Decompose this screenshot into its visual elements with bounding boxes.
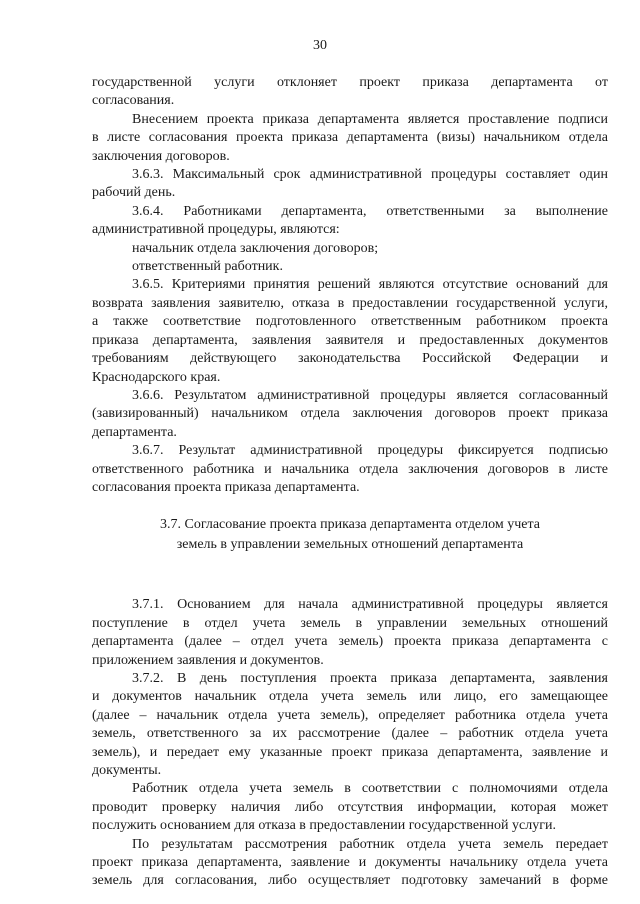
paragraph bbox=[92, 111, 608, 166]
text-line: проводит проверку наличия либо отсутствия информации, которая может bbox=[92, 799, 608, 815]
paragraph bbox=[92, 442, 608, 497]
text-line: Работник отдела учета земель в соответствии с полномочиями отдела bbox=[132, 781, 608, 797]
text-line: Краснодарского края. bbox=[92, 369, 221, 385]
text-line: приложением заявления и документов. bbox=[92, 652, 324, 668]
text-line: 3.6.7. Результат административной процедуры фиксируется подписью bbox=[132, 443, 608, 459]
text-line: 3.7.1. Основанием для начала административной процедуры является bbox=[132, 597, 608, 613]
paragraph bbox=[92, 240, 608, 258]
text-line: 3.7.2. В день поступления проекта приказа департамента, заявления bbox=[132, 670, 608, 686]
text-line: послужить основанием для отказа в предоставлении государственной услуги. bbox=[92, 818, 556, 834]
text-line: требованиям действующего законодательства Российской Федерации и bbox=[92, 351, 608, 367]
text-line: проект приказа департамента, заявление и документы начальнику отдела учета bbox=[92, 855, 608, 871]
text-line: административной процедуры, являются: bbox=[92, 222, 340, 238]
text-line: а также соответствие подготовленного ответственным работником проекта bbox=[92, 314, 608, 330]
page-number: 30 bbox=[313, 38, 327, 53]
document-body bbox=[92, 74, 608, 891]
paragraph bbox=[92, 276, 608, 386]
section-heading bbox=[92, 515, 608, 555]
text-line: 3.6.6. Результатом административной процедуры является согласованный bbox=[132, 387, 608, 403]
paragraph bbox=[92, 387, 608, 442]
text-line: в листе согласования проекта приказа департамента (визы) начальником отдела bbox=[92, 130, 608, 146]
text-line: согласования проекта приказа департамента. bbox=[92, 479, 360, 495]
text-line: согласования. bbox=[92, 93, 175, 109]
text-line: ответственного работника и начальника отдела заключения договоров в листе bbox=[92, 461, 608, 477]
text-line: 3.6.5. Критериями принятия решений являются отсутствие оснований для bbox=[132, 277, 608, 293]
text-line: возврата заявления заявителю, отказа в предоставлении государственной услуги, bbox=[92, 295, 608, 311]
text-line: поступление в отдел учета земель в управлении земельных отношений bbox=[92, 615, 608, 631]
spacer bbox=[92, 555, 608, 596]
paragraph bbox=[92, 203, 608, 240]
text-line: приказа департамента, заявления заявителя и предоставленных документов bbox=[92, 332, 608, 348]
text-line: По результатам рассмотрения работник отдела учета земель передает bbox=[132, 836, 608, 852]
paragraph bbox=[92, 780, 608, 835]
text-line: Внесением проекта приказа департамента является проставление подписи bbox=[132, 111, 608, 127]
paragraph bbox=[92, 836, 608, 891]
text-line: департамента. bbox=[92, 424, 177, 440]
text-line: документы. bbox=[92, 763, 162, 778]
paragraph bbox=[92, 74, 608, 111]
heading-line: земель в управлении земельных отношений департамента bbox=[176, 537, 524, 553]
paragraph bbox=[92, 596, 608, 670]
heading-line: 3.7. Согласование проекта приказа департамента отделом учета bbox=[159, 517, 540, 533]
text-line: (далее – начальник отдела учета земель), определяет работника отдела учета bbox=[92, 707, 608, 723]
text-line: заключения договоров. bbox=[92, 148, 230, 164]
text-line: 3.6.4. Работниками департамента, ответственными за выполнение bbox=[132, 203, 608, 219]
text-line: государственной услуги отклоняет проект приказа департамента от bbox=[92, 75, 608, 90]
text-line: и документов начальник отдела учета земель или лицо, его замещающее bbox=[92, 689, 608, 705]
text-line: земель), и передает ему указанные проект приказа департамента, заявление и bbox=[92, 744, 608, 760]
text-line: земель для согласования, либо осуществляет подготовку замечаний в форме bbox=[92, 873, 608, 889]
text-line: начальник отдела заключения договоров; bbox=[132, 240, 379, 256]
paragraph bbox=[92, 166, 608, 203]
text-line: департамента (далее – отдел учета земель) проекта приказа департамента с bbox=[92, 634, 608, 650]
text-line: 3.6.3. Максимальный срок административной процедуры составляет один bbox=[132, 167, 608, 183]
paragraph bbox=[92, 670, 608, 780]
text-line: (завизированный) начальником отдела заключения договоров проект приказа bbox=[92, 406, 608, 422]
paragraph bbox=[92, 258, 608, 276]
text-line: ответственный работник. bbox=[132, 259, 283, 275]
text-line: земель, ответственного за их рассмотрение (далее – работник отдела учета bbox=[92, 726, 608, 742]
text-line: рабочий день. bbox=[92, 185, 176, 201]
